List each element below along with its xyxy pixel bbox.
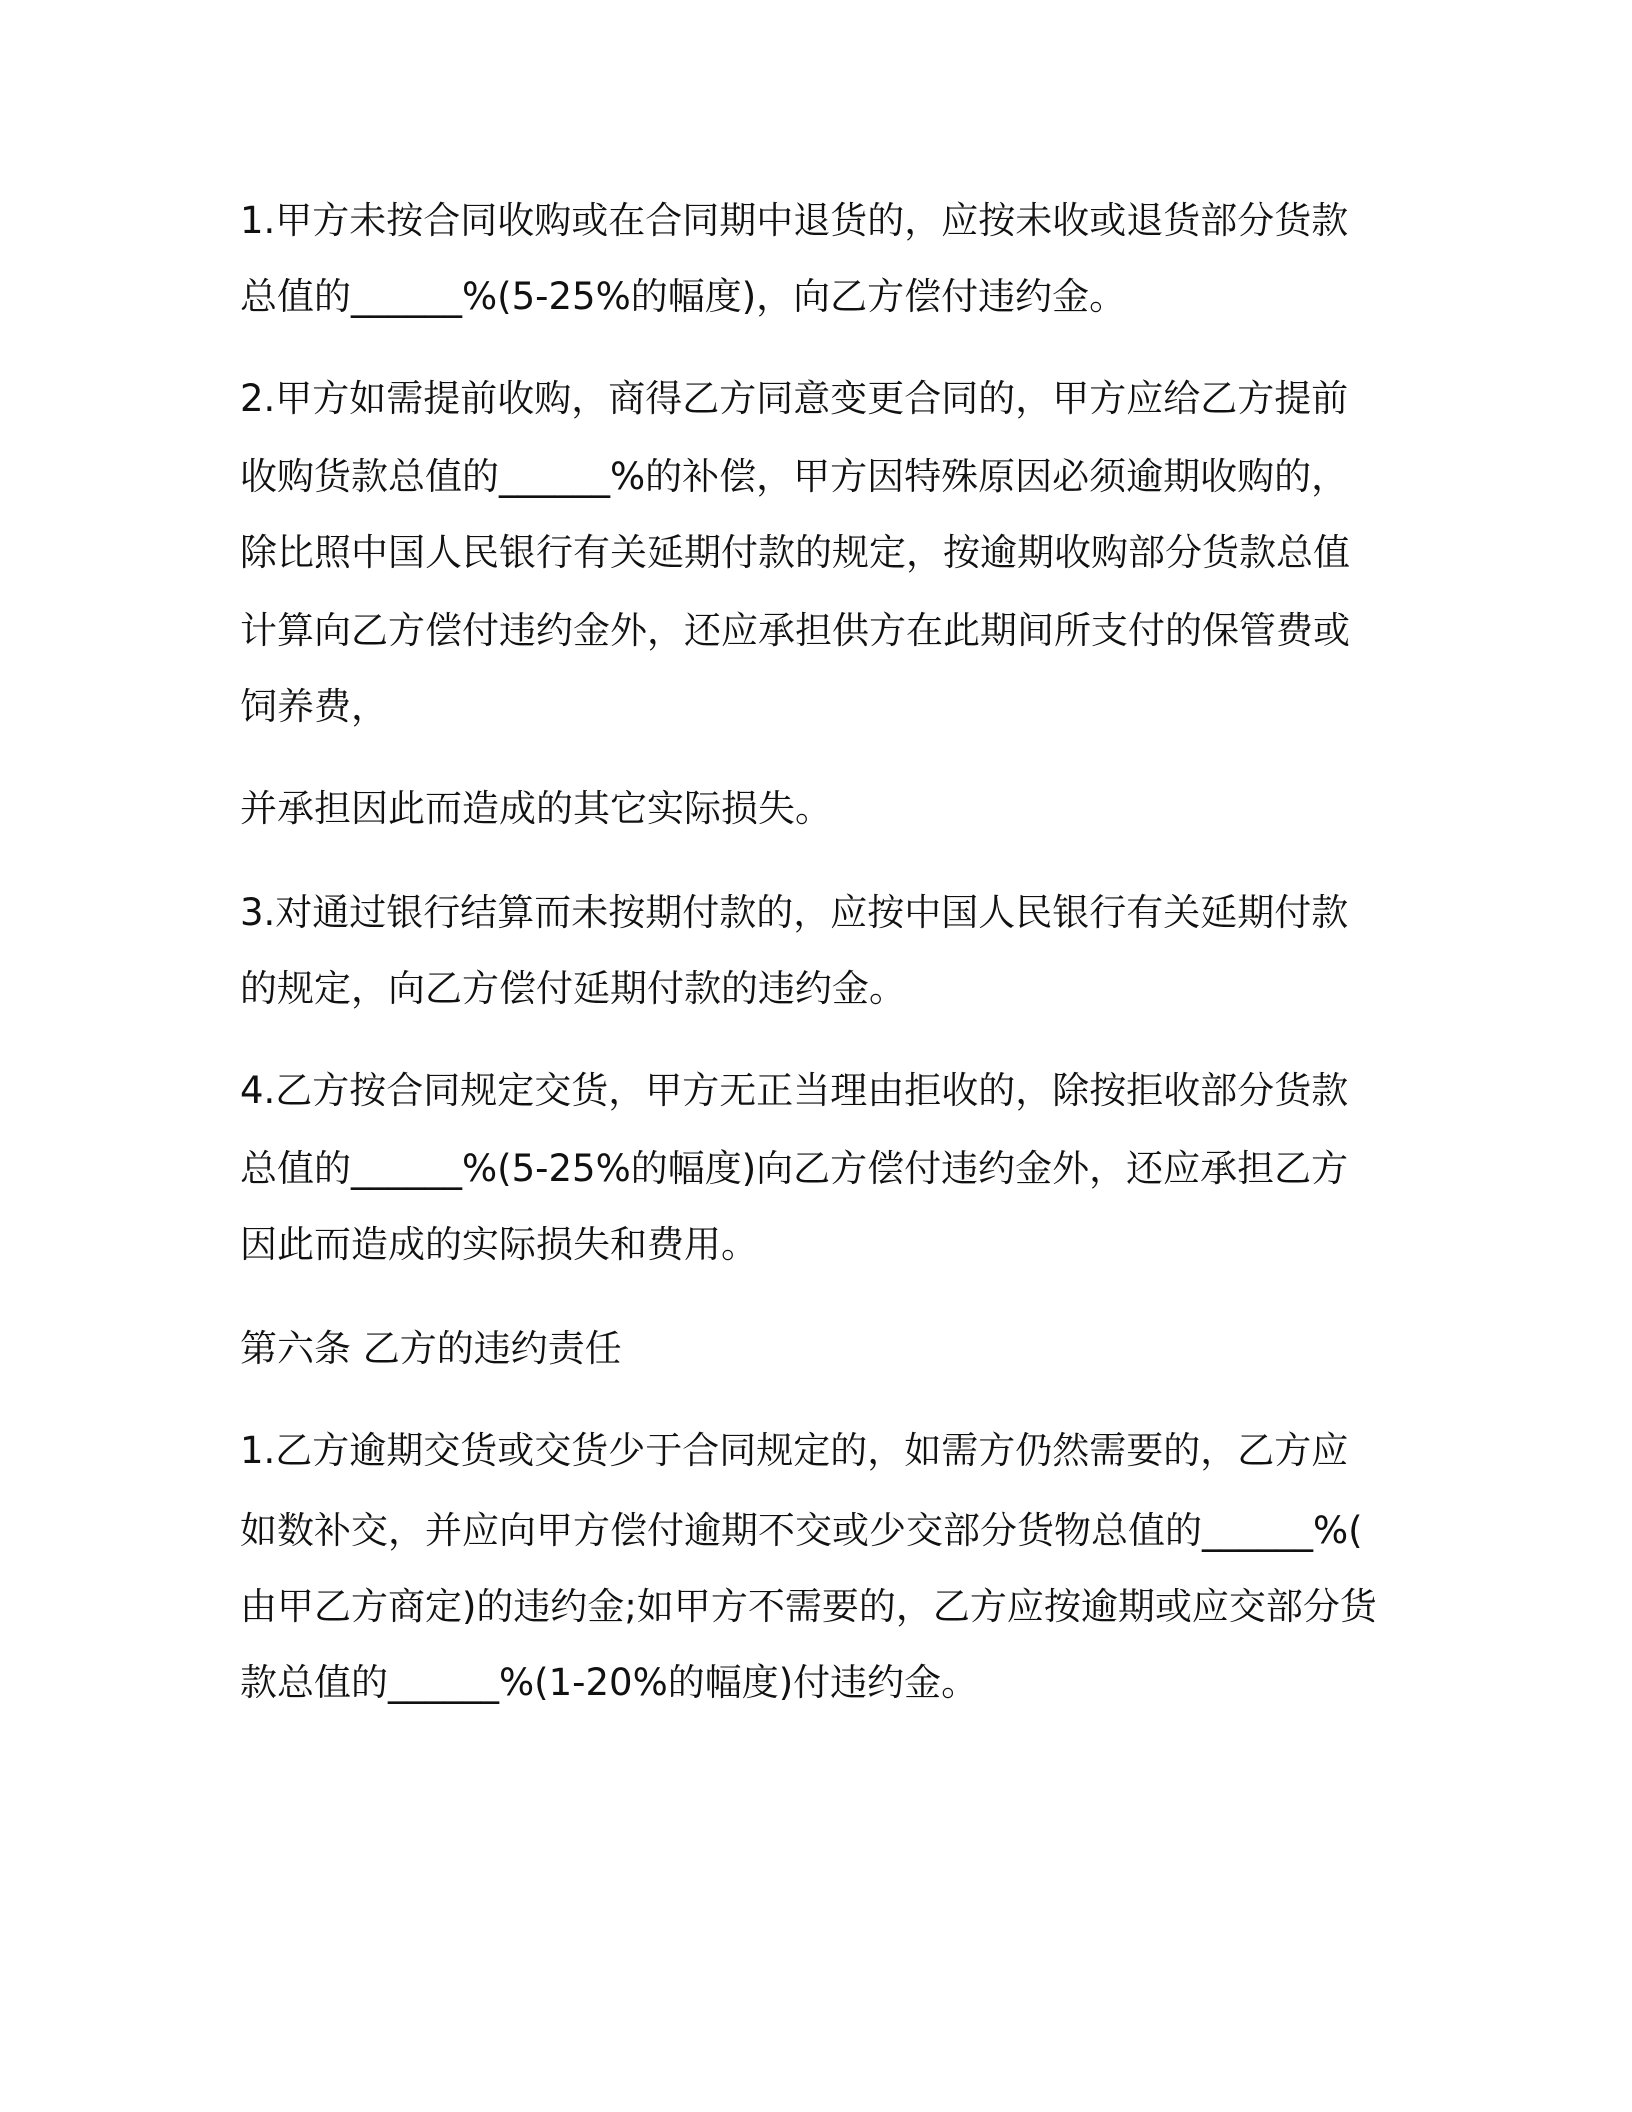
text-line: 1.乙方逾期交货或交货少于合同规定的，如需方仍然需要的，乙方应 bbox=[240, 1429, 1349, 1472]
text-line: 3.对通过银行结算而未按期付款的，应按中国人民银行有关延期付款 bbox=[240, 891, 1349, 934]
section-heading: 第六条 乙方的违约责任 bbox=[240, 1327, 622, 1370]
text-line: 款总值的______%(1-20%的幅度)付违约金。 bbox=[240, 1661, 979, 1704]
text-line: 1.甲方未按合同收购或在合同期中退货的，应按未收或退货部分货款 bbox=[240, 199, 1349, 242]
text-line: 收购货款总值的______%的补偿，甲方因特殊原因必须逾期收购的， bbox=[240, 455, 1349, 498]
text-line: 的规定，向乙方偿付延期付款的违约金。 bbox=[240, 967, 906, 1010]
text-line: 饲养费， bbox=[240, 685, 388, 728]
text-line: 2.甲方如需提前收购，商得乙方同意变更合同的，甲方应给乙方提前 bbox=[240, 377, 1349, 420]
text-line: 由甲乙方商定)的违约金;如甲方不需要的，乙方应按逾期或应交部分货 bbox=[240, 1585, 1377, 1628]
text-line: 计算向乙方偿付违约金外，还应承担供方在此期间所支付的保管费或 bbox=[240, 609, 1350, 652]
text-line: 总值的______%(5-25%的幅度)，向乙方偿付违约金。 bbox=[240, 275, 1127, 318]
text-line: 除比照中国人民银行有关延期付款的规定，按逾期收购部分货款总值 bbox=[240, 531, 1350, 574]
text-line: 因此而造成的实际损失和费用。 bbox=[240, 1223, 758, 1266]
text-line: 总值的______%(5-25%的幅度)向乙方偿付违约金外，还应承担乙方 bbox=[240, 1147, 1349, 1190]
text-line: 并承担因此而造成的其它实际损失。 bbox=[240, 787, 832, 830]
text-line: 4.乙方按合同规定交货，甲方无正当理由拒收的，除按拒收部分货款 bbox=[240, 1069, 1349, 1112]
text-line: 如数补交，并应向甲方偿付逾期不交或少交部分货物总值的______%( bbox=[240, 1509, 1363, 1552]
